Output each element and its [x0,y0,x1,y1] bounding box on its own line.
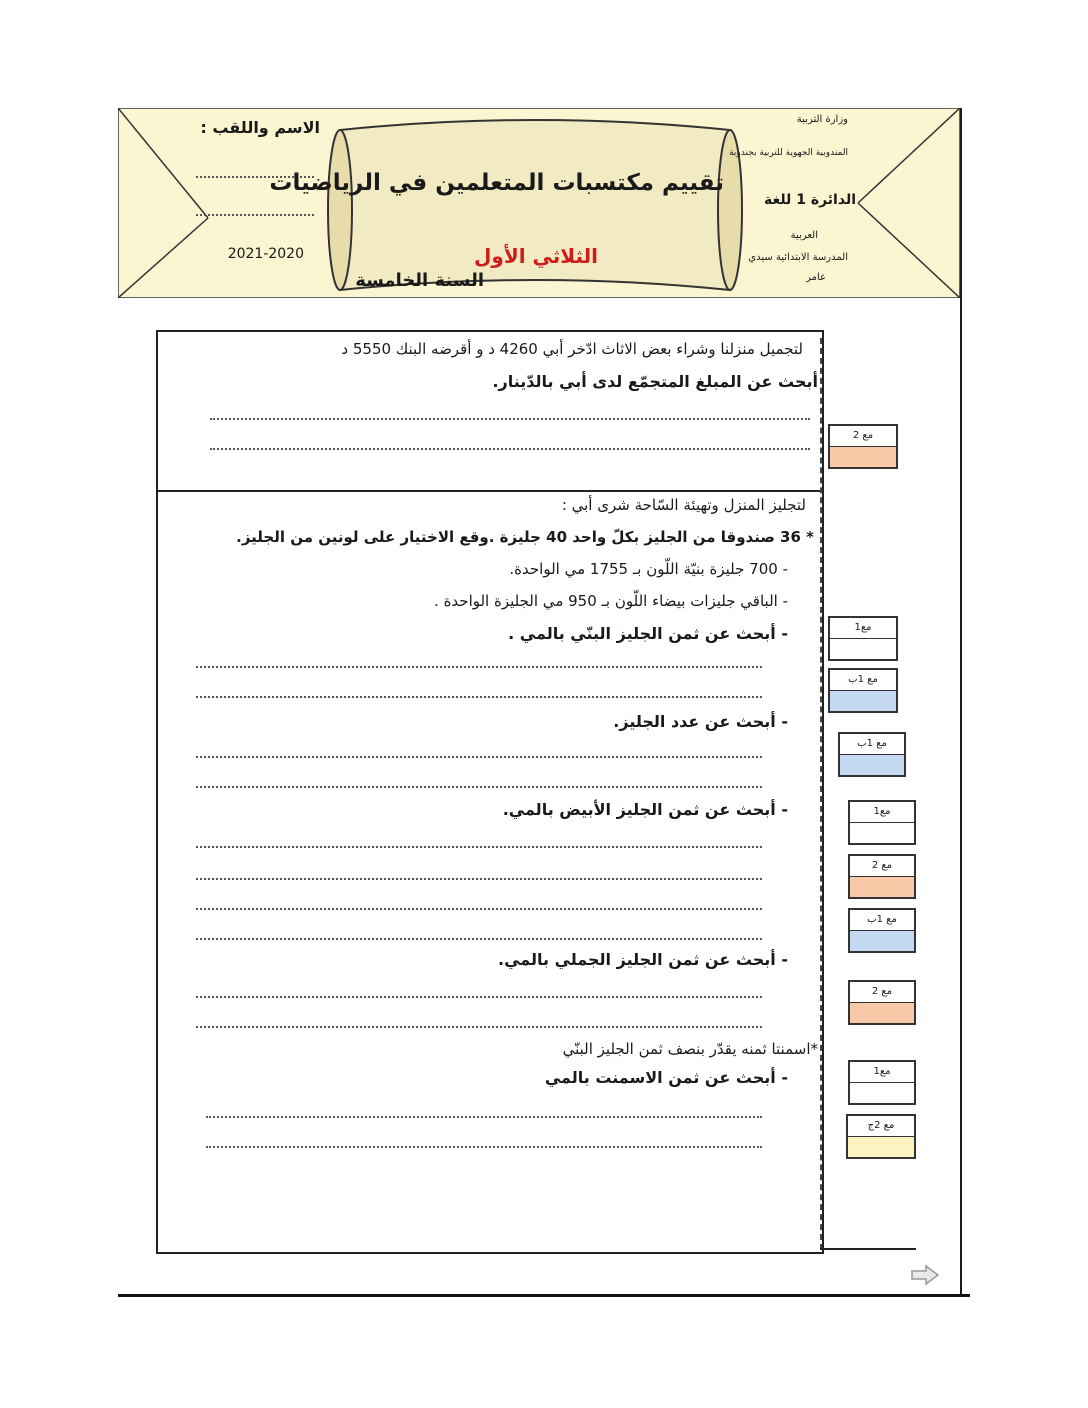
criterion-label: مع1 [830,618,896,639]
criterion-label: مع 2 [830,426,896,447]
question-1: - أبحث عن ثمن الجليز البنّي بالمي . [508,624,788,643]
district-label: الدائرة 1 للغة [763,192,856,208]
criterion-score-cell[interactable] [830,691,896,711]
answer-line[interactable] [210,448,810,450]
answer-line[interactable] [196,996,762,998]
criterion-score-cell[interactable] [850,1003,914,1023]
criterion-badge [848,908,916,953]
school-label: المدرسة الابتدائية سيدي [748,252,848,263]
answer-line[interactable] [210,418,810,420]
criterion-label: مع 2ج [848,1116,914,1137]
criterion-badge [848,1060,916,1105]
school-continued-label: عامر [806,272,826,283]
answer-line[interactable] [196,756,762,758]
criterion-score-cell[interactable] [840,755,904,775]
criterion-badge [848,800,916,845]
question-2: - أبحث عن عدد الجليز. [613,712,788,731]
answer-line[interactable] [196,908,762,910]
exercise-1-task: أبحث عن المبلغ المتجمّع لدى أبي بالدّينار. [492,372,818,391]
answer-line[interactable] [196,1026,762,1028]
page-right-rule [960,108,962,1296]
term-label: الثلاثي الأول [474,244,598,268]
answer-line[interactable] [206,1116,762,1118]
name-field-label: الاسم واللقب : [200,118,320,137]
grade-label: السنة الخامسة [355,270,484,291]
criterion-label: مع 2 [850,856,914,877]
criterion-score-cell[interactable] [850,823,914,843]
criterion-score-cell[interactable] [850,931,914,951]
criterion-score-cell[interactable] [850,877,914,897]
criterion-score-cell[interactable] [850,1083,914,1103]
criterion-label: مع 2 [850,982,914,1003]
criterion-badge [828,616,898,661]
criterion-badge [828,668,898,713]
criterion-score-cell[interactable] [830,447,896,467]
subject-label: العربية [790,230,818,241]
question-5: - أبحث عن ثمن الاسمنت بالمي [544,1068,788,1087]
criterion-badge [846,1114,916,1159]
answer-line[interactable] [196,786,762,788]
answer-line[interactable] [196,666,762,668]
criterion-score-cell[interactable] [830,639,896,659]
page-title: تقييم مكتسبات المتعلمين في الرياضيات [269,170,724,196]
ministry-label: وزارة التربية [796,114,848,125]
criterion-badge [838,732,906,777]
question-4: - أبحث عن ثمن الجليز الجملي بالمي. [497,950,788,969]
exercise-2-line-1: * 36 صندوقا من الجليز بكلّ واحد 40 جليزة .وقع الاختيار على لونين من الجليز. [236,528,814,546]
criteria-column-divider [820,338,822,1250]
answer-line[interactable] [206,1146,762,1148]
exercise-2-bullet-2: - الباقي جليزات بيضاء اللّون بـ 950 مي الجليزة الواحدة . [434,592,788,610]
criterion-badge [828,424,898,469]
criterion-label: مع1 [850,1062,914,1083]
page-bottom-rule [118,1294,970,1297]
criterion-label: مع 1ب [850,910,914,931]
criterion-label: مع 1ب [840,734,904,755]
cement-statement: *اسمنتا ثمنه يقدّر بنصف ثمن الجليز البنّي [562,1040,818,1058]
criterion-score-cell[interactable] [848,1137,914,1157]
criterion-badge [848,980,916,1025]
answer-line[interactable] [196,846,762,848]
criterion-label: مع1 [850,802,914,823]
criterion-badge [848,854,916,899]
exercise-1-statement: لتجميل منزلنا وشراء بعض الاثاث ادّخر أبي 4260 د و أقرضه البنك 5550 د [341,340,803,358]
name-line-2[interactable] [196,214,314,216]
criterion-label: مع 1ب [830,670,896,691]
answer-line[interactable] [196,938,762,940]
answer-line[interactable] [196,878,762,880]
exercise-2-intro: لتجليز المنزل وتهيئة السّاحة شرى أبي : [561,496,806,514]
question-3: - أبحث عن ثمن الجليز الأبيض بالمي. [502,800,788,819]
exercise-2-bullet-1: - 700 جليزة بنيّة اللّون بـ 1755 مي الواحدة. [509,560,788,578]
school-year: 2021-2020 [227,246,304,262]
directorate-label: المندوبية الجهوية للتربية بجندوبة [729,148,848,158]
next-page-arrow-icon[interactable] [910,1264,940,1286]
criteria-column-bottom-rule [820,1248,916,1250]
answer-line[interactable] [196,696,762,698]
